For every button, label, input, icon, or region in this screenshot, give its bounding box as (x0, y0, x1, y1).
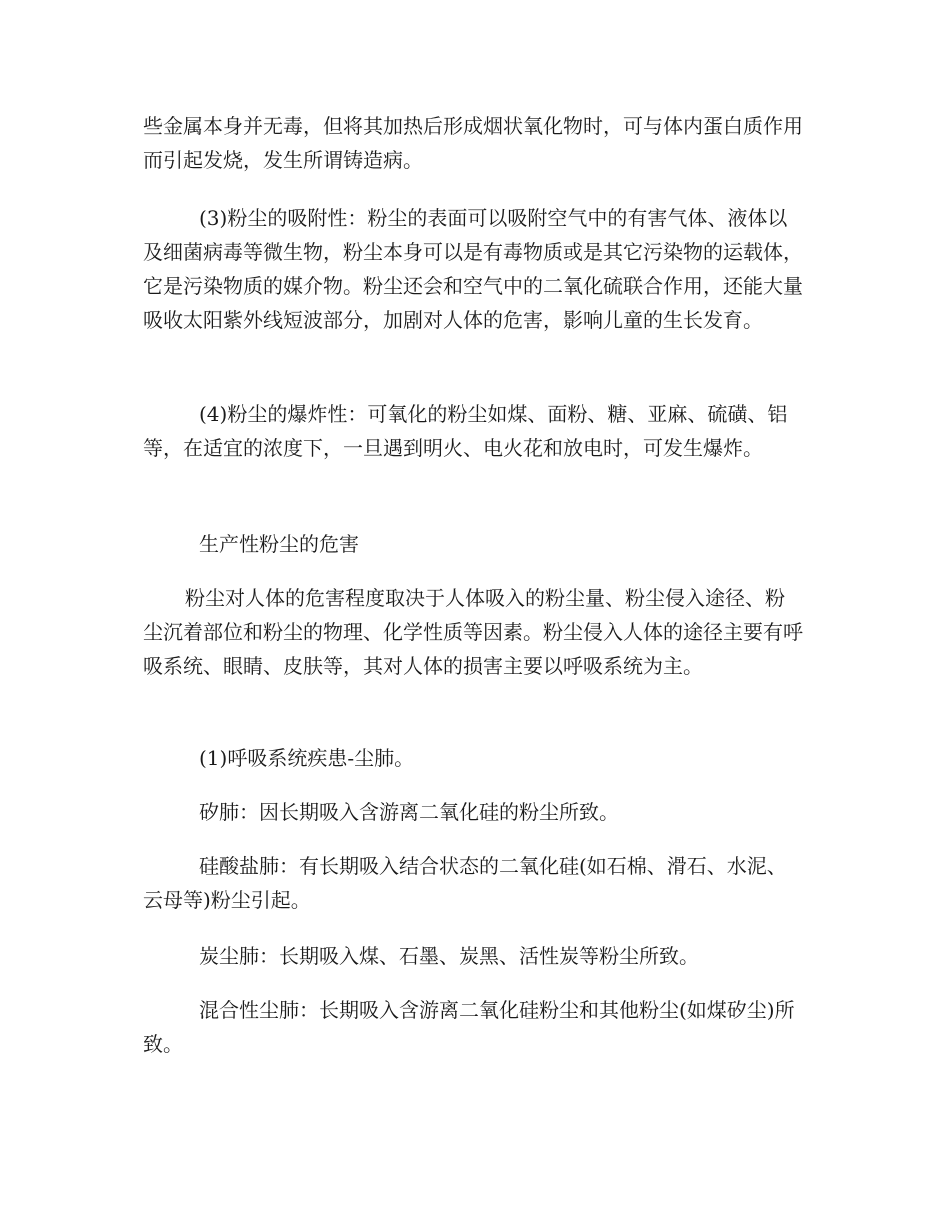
list-item-mixed-pneumoconiosis: 混合性尘肺：长期吸入含游离二氧化硅粉尘和其他粉尘(如煤矽尘)所致。 (143, 998, 795, 1056)
section-heading: 生产性粉尘的危害 (199, 532, 359, 556)
list-item-respiratory: (1)呼吸系统疾患-尘肺。 (199, 746, 415, 770)
list-item-carbon-pneumoconiosis: 炭尘肺：长期吸入煤、石墨、炭黑、活性炭等粉尘所致。 (199, 944, 699, 968)
paragraph-hazard-degree: 粉尘对人体的危害程度取决于人体吸入的粉尘量、粉尘侵入途径、粉尘沉着部位和粉尘的物理、化学性质等因素。粉尘侵入人体的途径主要有呼吸系统、眼睛、皮肤等，其对人体的损害主要以呼吸系统为主。 (143, 586, 803, 678)
list-item-silicatosis: 硅酸盐肺：有长期吸入结合状态的二氧化硅(如石棉、滑石、水泥、云母等)粉尘引起。 (143, 854, 787, 912)
list-item-silicosis: 矽肺：因长期吸入含游离二氧化硅的粉尘所致。 (199, 800, 619, 824)
paragraph-metal-fume-fever: 些金属本身并无毒，但将其加热后形成烟状氧化物时，可与体内蛋白质作用而引起发烧，发生所谓铸造病。 (143, 114, 803, 172)
paragraph-dust-adsorption: (3)粉尘的吸附性：粉尘的表面可以吸附空气中的有害气体、液体以及细菌病毒等微生物，粉尘本身可以是有毒物质或是其它污染物的运载体，它是污染物质的媒介物。粉尘还会和空气中的二氧化硫联合作用，还能大量吸收太阳紫外线短波部分，加剧对人体的危害，影响儿童的生长发育。 (143, 206, 803, 332)
paragraph-dust-explosiveness: (4)粉尘的爆炸性：可氧化的粉尘如煤、面粉、糖、亚麻、硫磺、铝等，在适宜的浓度下，一旦遇到明火、电火花和放电时，可发生爆炸。 (143, 402, 788, 460)
